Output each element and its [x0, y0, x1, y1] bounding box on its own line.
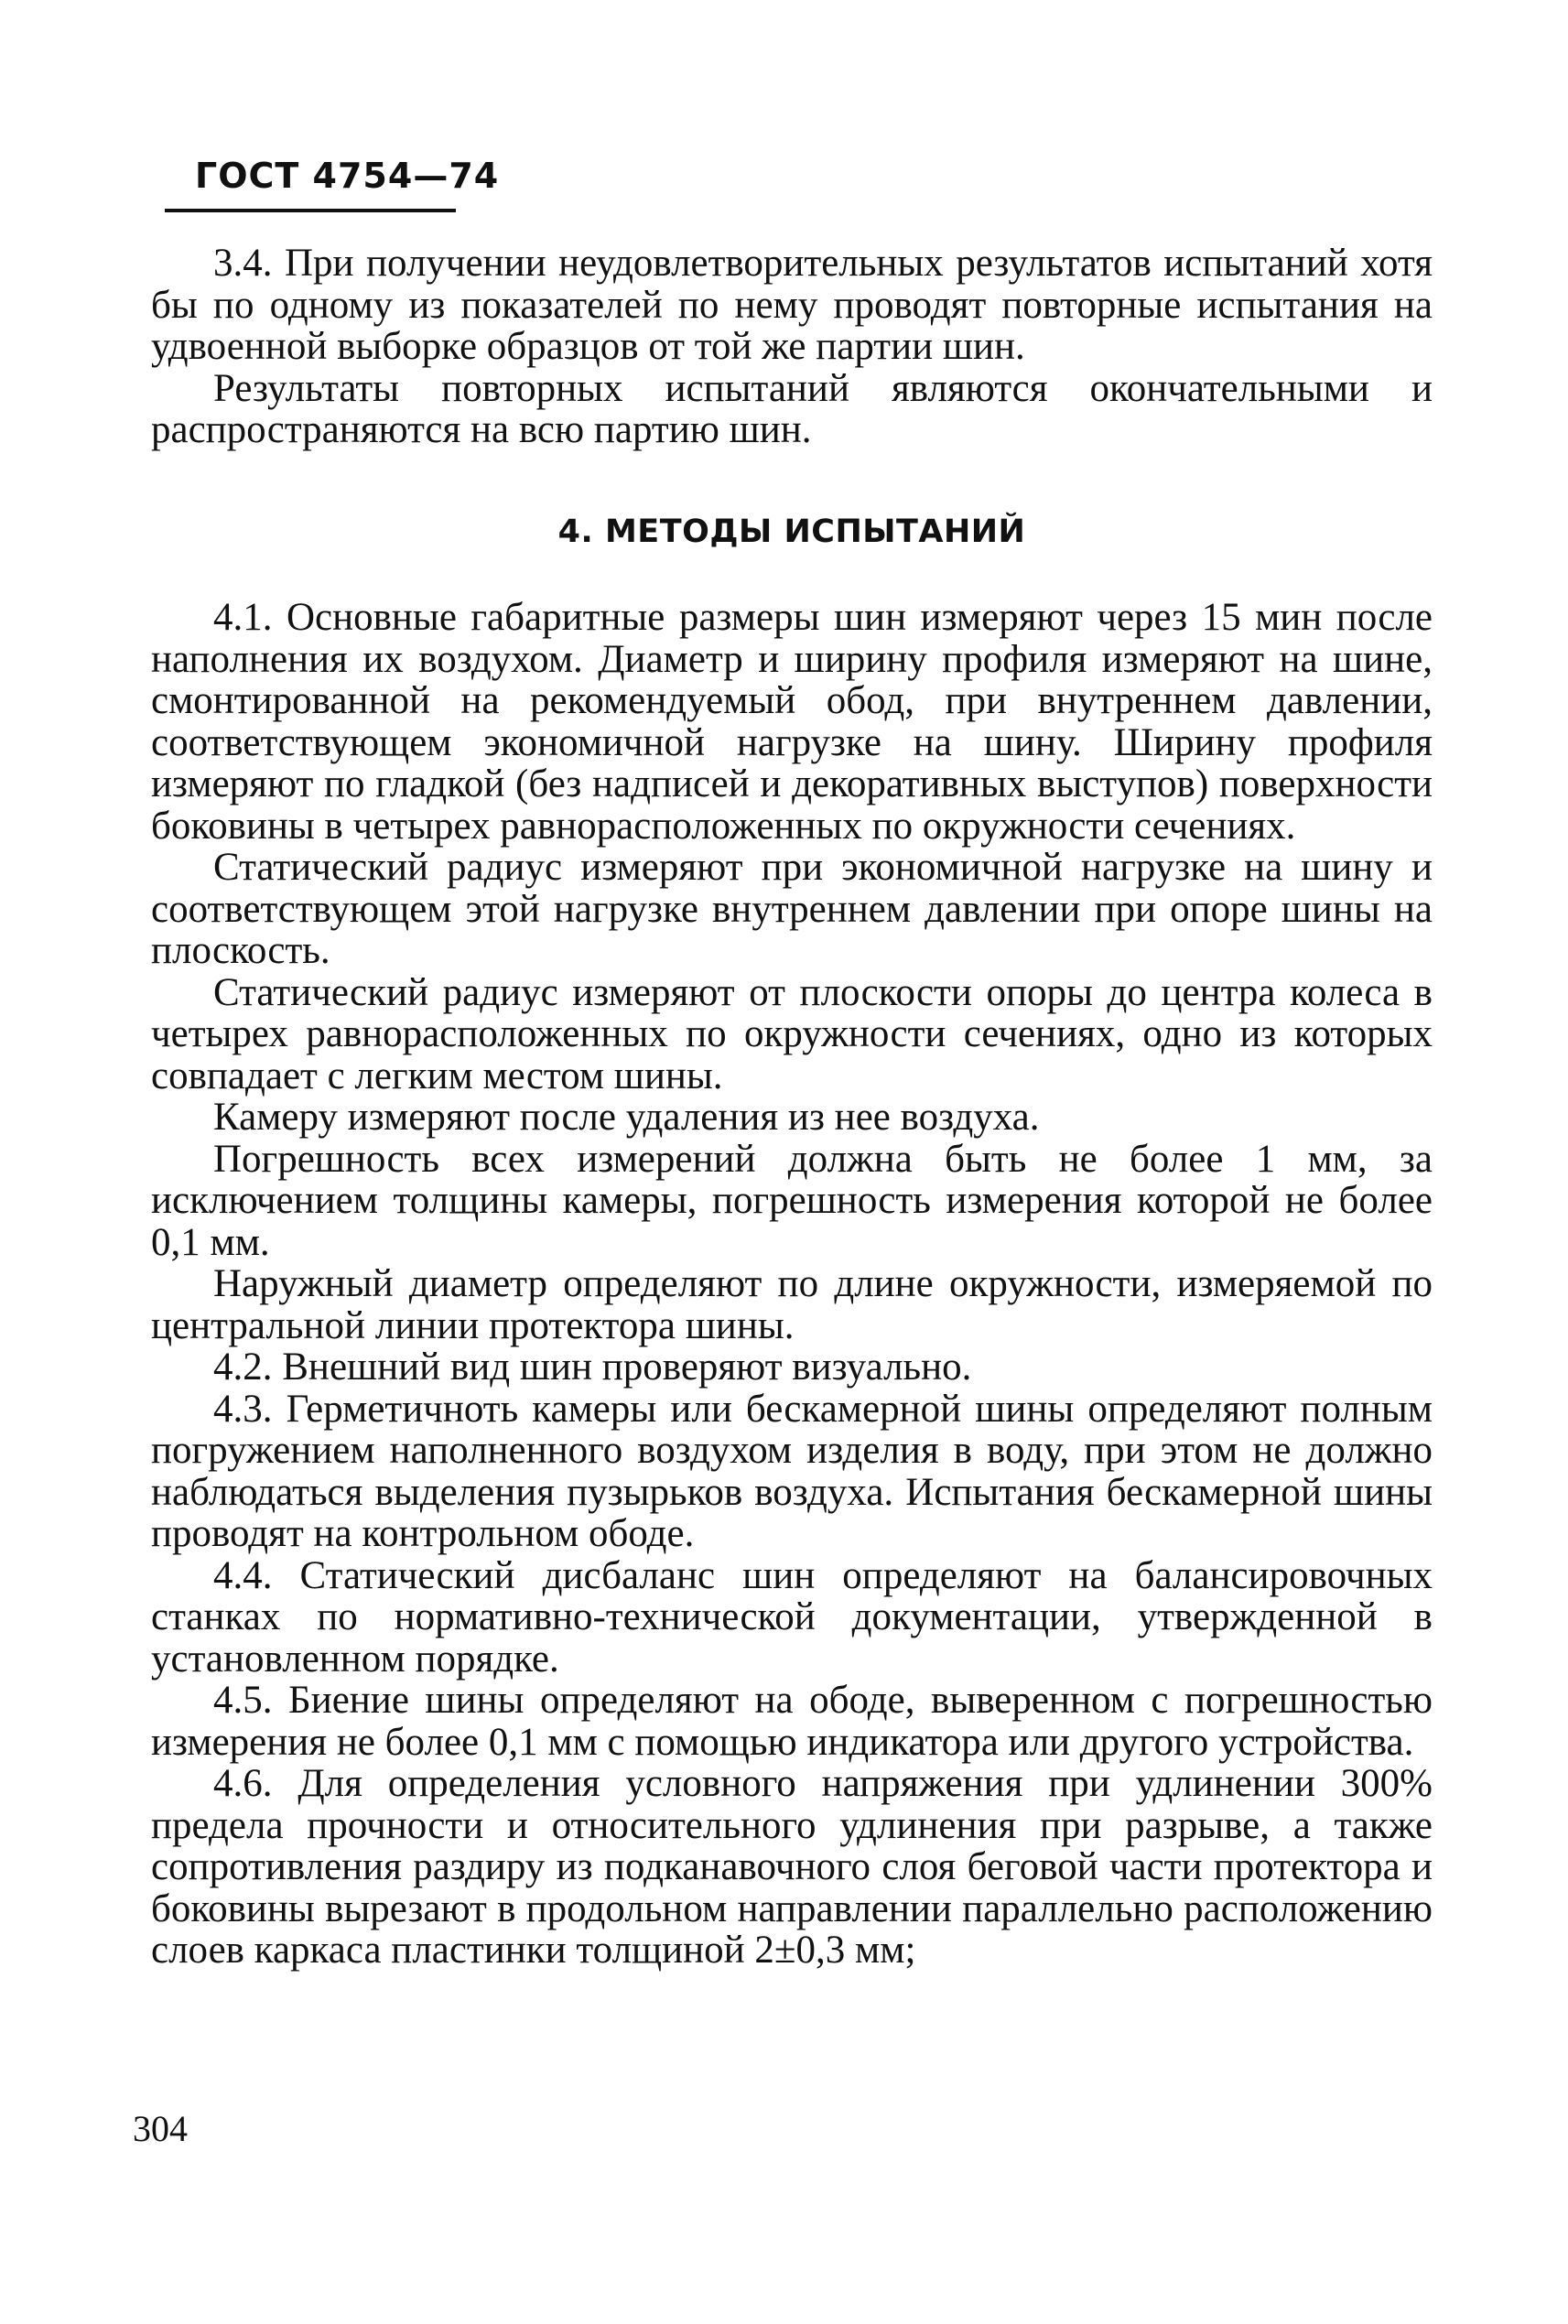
header-underline: [165, 209, 456, 212]
paragraph-3-4: 3.4. При получении неудовлетворительных результатов испытаний хотя бы по одному из показателей по нему проводят повторные испытания на удвоенной выборке образцов от той же партии шин.: [151, 242, 1433, 368]
paragraph-static-radius-load: Статический радиус измеряют при экономичной нагрузке на шину и соответствующем этой нагрузке внутреннем давлении при опоре шины на плоскость.: [151, 846, 1433, 972]
standard-header: ГОСТ 4754—74: [195, 156, 500, 196]
paragraph-outer-diameter: Наружный диаметр определяют по длине окружности, измеряемой по центральной линии протектора шины.: [151, 1262, 1433, 1347]
section-heading: 4. МЕТОДЫ ИСПЫТАНИЙ: [557, 513, 1026, 550]
paragraph-measurement-error: Погрешность всех измерений должна быть не более 1 мм, за исключением толщины камеры, погрешность измерения которой не более 0,1 мм.: [151, 1137, 1433, 1264]
paragraph-4-4: 4.4. Статический дисбаланс шин определяют на балансировочных станках по нормативно-технической документации, утвержденной в установленном порядке.: [151, 1553, 1433, 1681]
paragraph-4-6: 4.6. Для определения условного напряжения при удлинении 300% предела прочности и относительного удлинения при разрыве, а также сопротивления раздиру из подканавочного слоя беговой части протектора и боковины вырезают в продольном направлении параллельно расположению слоев каркаса пластинки толщиной 2±0,3 мм;: [151, 1762, 1433, 1972]
paragraph-4-5: 4.5. Биение шины определяют на ободе, выверенном с погрешностью измерения не более 0,1 мм с помощью индикатора или другого устройства.: [151, 1679, 1433, 1764]
paragraph-3-4-results: Результаты повторных испытаний являются окончательными и распространяются на всю партию шин.: [151, 366, 1433, 451]
paragraph-4-2: 4.2. Внешний вид шин проверяют визуально.: [213, 1346, 972, 1389]
page-number: 304: [133, 2108, 188, 2149]
paragraph-4-3: 4.3. Герметичноть камеры или бескамерной шины определяют полным погружением наполненного воздухом изделия в воду, при этом не должно наблюдаться выделения пузырьков воздуха. Испытания бескамерной шины проводят на контрольном ободе.: [151, 1387, 1433, 1555]
paragraph-static-radius-measure: Статический радиус измеряют от плоскости опоры до центра колеса в четырех равнорасположенных по окружности сечениях, одно из которых совпадает с легким местом шины.: [151, 970, 1433, 1097]
document-body: [151, 243, 1433, 1972]
paragraph-tube-measure: Камеру измеряют после удаления из нее воздуха.: [213, 1096, 1040, 1139]
paragraph-4-1: 4.1. Основные габаритные размеры шин измеряют через 15 мин после наполнения их воздухом. Диаметр и ширину профиля измеряют на шине, смонтированной на рекомендуемый обод, при внутреннем давлении, соответствующем экономичной нагрузке на шину. Ширину профиля измеряют по гладкой (без надписей и декоративных выступов) поверхности боковины в четырех равнорасположенных по окружности сечениях.: [151, 596, 1433, 848]
